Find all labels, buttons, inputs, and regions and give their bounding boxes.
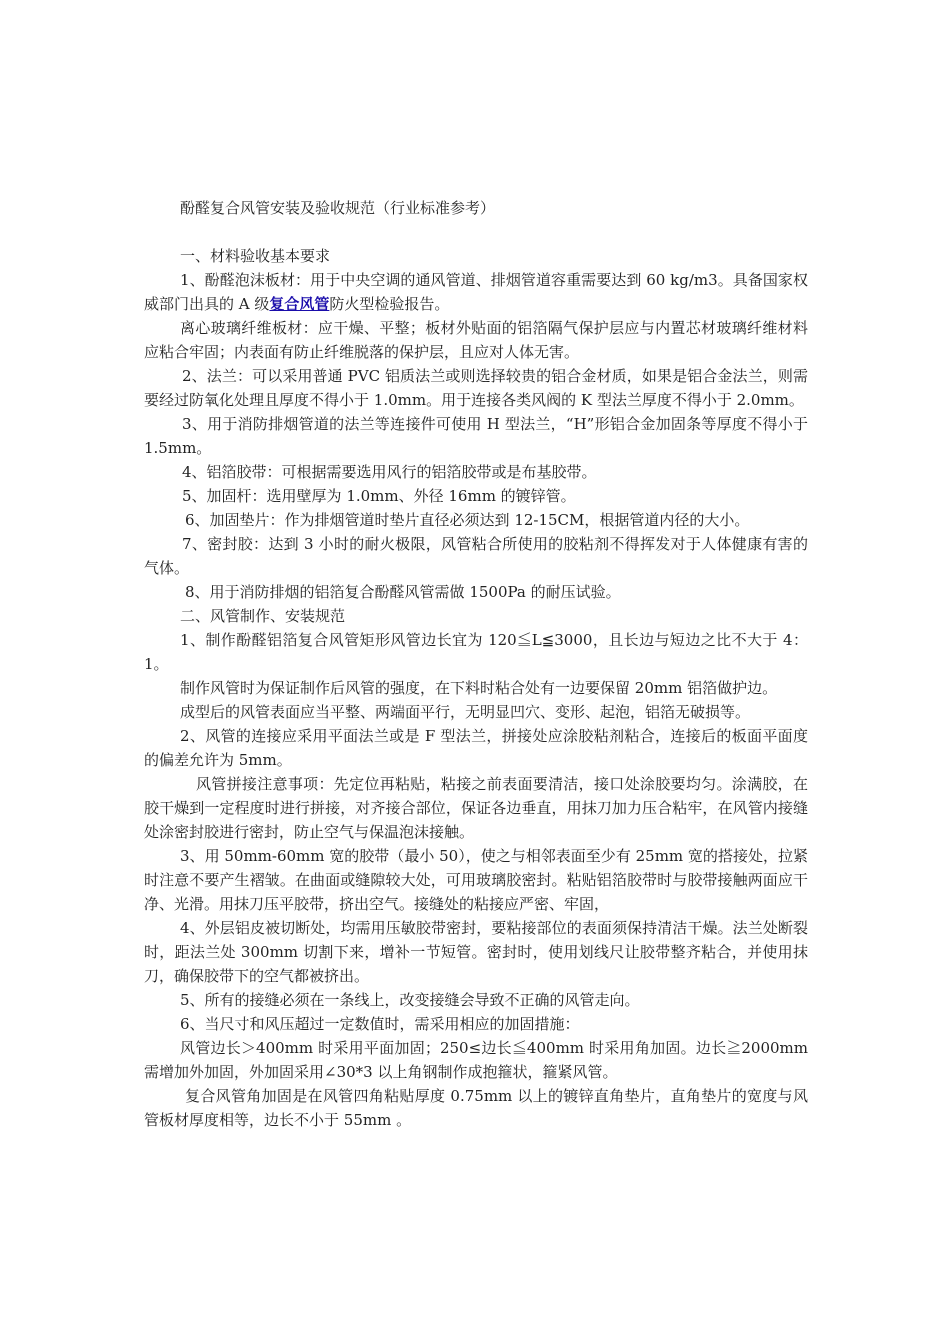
paragraph-reinforcement-rod: 5、加固杆：选用壁厚为 1.0mm、外径 16mm 的镀锌管。 bbox=[182, 487, 576, 505]
paragraph-sealant: 7、密封胶：达到 3 小时的耐火极限，风管粘合所使用的胶粘剂不得挥发对于人体健康有害的气体。 bbox=[144, 535, 808, 577]
document-title: 酚醛复合风管安装及验收规范（行业标准参考） bbox=[180, 199, 496, 217]
paragraph-text: 防火型检验报告。 bbox=[329, 295, 450, 313]
composite-duct-link[interactable]: 复合风管 bbox=[269, 295, 330, 313]
paragraph-seam-alignment: 5、所有的接缝必须在一条线上，改变接缝会导致不正确的风管走向。 bbox=[180, 991, 640, 1009]
paragraph-flange: 2、法兰：可以采用普通 PVC 铝质法兰或则选择较贵的铝合金材质，如果是铝合金法兰，则需要经过防氧化处理且厚度不得小于 1.0mm。用于连接各类风阀的 K 型法兰厚度不得小于 2.0mm。 bbox=[144, 367, 808, 409]
section-heading-materials: 一、材料验收基本要求 bbox=[180, 247, 331, 265]
document-body bbox=[144, 196, 808, 1132]
paragraph-edge-protection: 制作风管时为保证制作后风管的强度，在下料时粘合处有一边要保留 20mm 铝箔做护边。 bbox=[180, 679, 778, 697]
paragraph-tape-application: 3、用 50mm-60mm 宽的胶带（最小 50），使之与相邻表面至少有 25mm 宽的搭接处，拉紧时注意不要产生褶皱。在曲面或缝隙较大处，可用玻璃胶密封。粘贴铝箔胶带时与胶带接触两面应干净、光滑。用抹刀压平胶带，挤出空气。接缝处的粘接应严密、牢固， bbox=[144, 847, 808, 913]
paragraph-h-flange: 3、用于消防排烟管道的法兰等连接件可使用 H 型法兰，“H”形铝合金加固条等厚度不得小于 1.5mm。 bbox=[144, 415, 808, 457]
blank-line bbox=[144, 220, 808, 244]
paragraph-reinforcement-rules: 风管边长＞400mm 时采用平面加固；250≤边长≦400mm 时采用角加固。边长≧2000mm 需增加外加固，外加固采用∠30*3 以上角钢制作成抱箍状，箍紧风管。 bbox=[144, 1039, 808, 1081]
paragraph-glass-fiber-board: 离心玻璃纤维板材：应干燥、平整；板材外贴面的铝箔隔气保护层应与内置芯材玻璃纤维材料应粘合牢固；内表面有防止纤维脱落的保护层，且应对人体无害。 bbox=[144, 319, 808, 361]
paragraph-reinforcement-measures: 6、当尺寸和风压超过一定数值时，需采用相应的加固措施： bbox=[180, 1015, 580, 1033]
paragraph-corner-reinforcement: 复合风管角加固是在风管四角粘贴厚度 0.75mm 以上的镀锌直角垫片，直角垫片的宽度与风管板材厚度相等，边长不小于 55mm 。 bbox=[144, 1087, 808, 1129]
paragraph-phenolic-board bbox=[144, 268, 808, 316]
paragraph-pressure-test: 8、用于消防排烟的铝箔复合酚醛风管需做 1500Pa 的耐压试验。 bbox=[185, 583, 621, 601]
paragraph-joining-notes: 风管拼接注意事项：先定位再粘贴，粘接之前表面要清洁，接口处涂胶要均匀。涂满胶，在胶干燥到一定程度时进行拼接，对齐接合部位，保证各边垂直，用抹刀加力压合粘牢，在风管内接缝处涂密封胶进行密封，防止空气与保温泡沫接触。 bbox=[144, 775, 808, 841]
paragraph-duct-dimensions: 1、制作酚醛铝箔复合风管矩形风管边长宜为 120≦L≦3000，且长边与短边之比不大于 4：1。 bbox=[144, 631, 808, 673]
paragraph-surface-quality: 成型后的风管表面应当平整、两端面平行，无明显凹穴、变形、起泡，铝箔无破损等。 bbox=[180, 703, 751, 721]
paragraph-foil-tape: 4、铝箔胶带：可根据需要选用风行的铝箔胶带或是布基胶带。 bbox=[182, 463, 597, 481]
section-heading-fabrication: 二、风管制作、安装规范 bbox=[180, 607, 346, 625]
paragraph-duct-connection: 2、风管的连接应采用平面法兰或是 F 型法兰，拼接处应涂胶粘剂粘合，连接后的板面平面度的偏差允许为 5mm。 bbox=[144, 727, 808, 769]
paragraph-text: 1、酚醛泡沫板材：用于中央空调的通风管道、排烟管道容重需要达到 60 kg/m3。具备国家权威部门出具的 A 级 bbox=[144, 271, 808, 313]
paragraph-reinforcement-gasket: 6、加固垫片：作为排烟管道时垫片直径必须达到 12-15CM，根据管道内径的大小。 bbox=[185, 511, 750, 529]
paragraph-outer-foil-seal: 4、外层铝皮被切断处，均需用压敏胶带密封，要粘接部位的表面须保持清洁干燥。法兰处断裂时，距法兰处 300mm 切割下来，增补一节短管。密封时，使用划线尺让胶带整齐粘合，并使用抹刀，确保胶带下的空气都被挤出。 bbox=[144, 919, 808, 985]
